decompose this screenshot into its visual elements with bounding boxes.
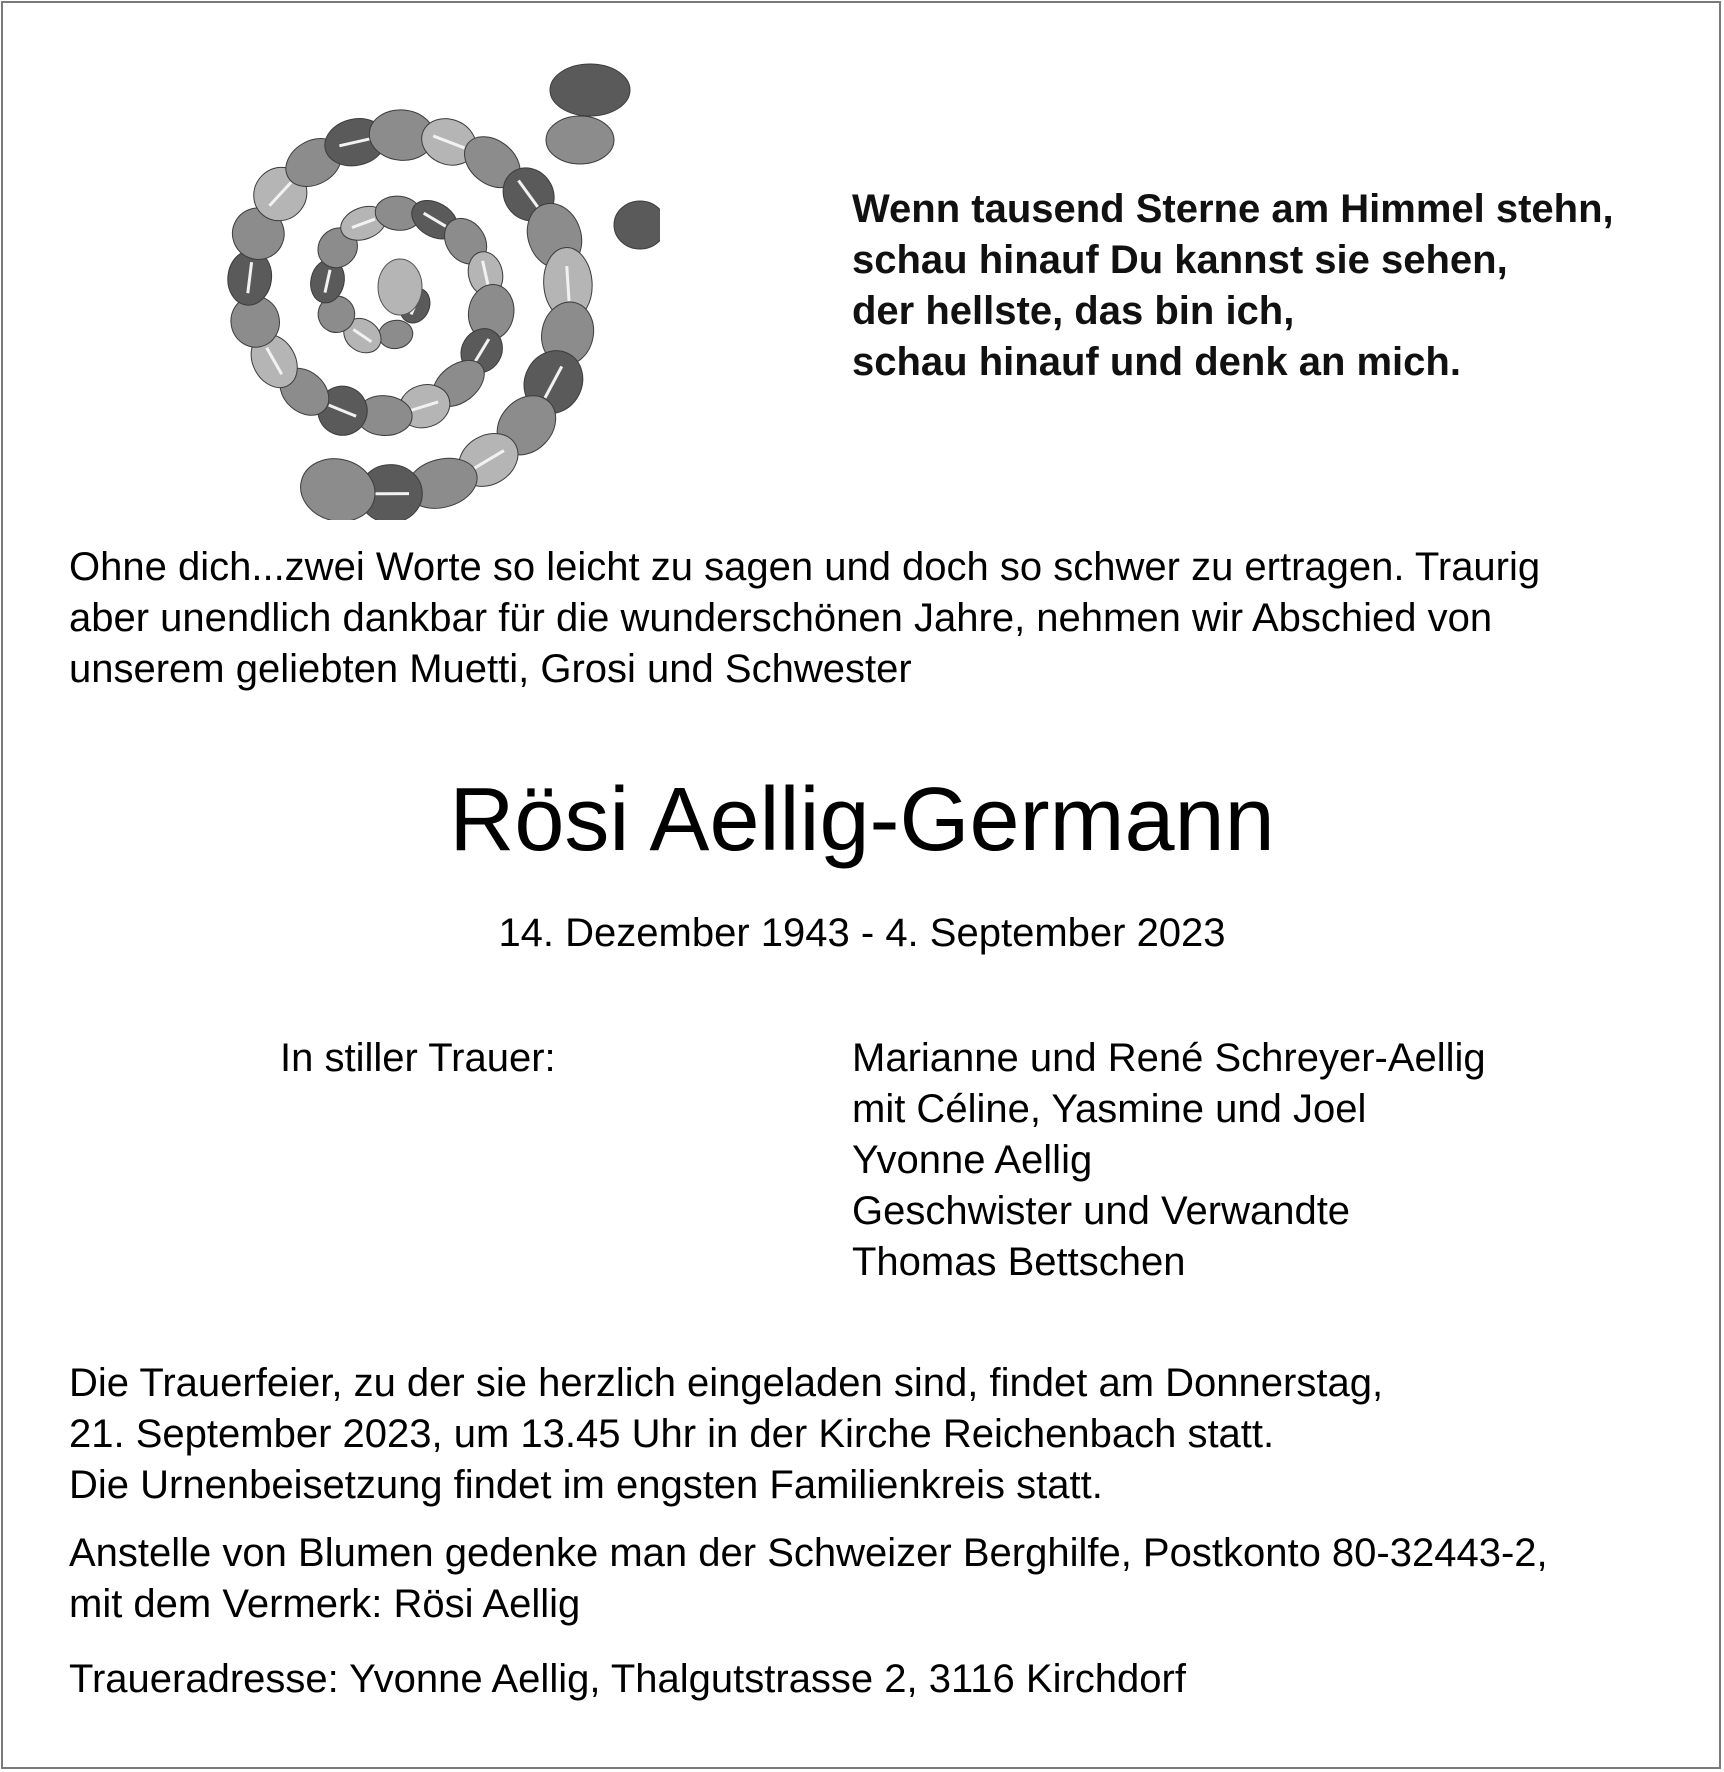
poem-line: schau hinauf und denk an mich. <box>852 340 1461 384</box>
mourning-label: In stiller Trauer: <box>280 1036 556 1080</box>
ceremony-line: Die Urnenbeisetzung findet im engsten Familienkreis statt. <box>69 1463 1103 1507</box>
donation-line: Anstelle von Blumen gedenke man der Schweizer Berghilfe, Postkonto 80-32443-2, <box>69 1531 1548 1575</box>
mourner-line: Marianne und René Schreyer-Aellig <box>852 1036 1486 1080</box>
donation-info <box>69 1528 1548 1630</box>
intro-line: unserem geliebten Muetti, Grosi und Schwester <box>69 647 912 691</box>
mourning-address <box>69 1654 1186 1705</box>
poem <box>852 184 1614 388</box>
stone <box>293 451 382 520</box>
mourner-line: mit Céline, Yasmine und Joel <box>852 1087 1367 1131</box>
poem-line: der hellste, das bin ich, <box>852 289 1295 333</box>
ceremony-line: 21. September 2023, um 13.45 Uhr in der Kirche Reichenbach statt. <box>69 1412 1275 1456</box>
stone <box>377 318 415 351</box>
deceased-name: Rösi Aellig-Germann <box>449 770 1275 870</box>
mourner-line: Geschwister und Verwandte <box>852 1189 1351 1233</box>
ceremony-line: Die Trauerfeier, zu der sie herzlich eingeladen sind, findet am Donnerstag, <box>69 1361 1384 1405</box>
mourner-line: Thomas Bettschen <box>852 1240 1186 1284</box>
intro-line: Ohne dich...zwei Worte so leicht zu sagen und doch so schwer zu ertragen. Traurig <box>69 545 1541 589</box>
life-dates: 14. Dezember 1943 - 4. September 2023 <box>498 911 1226 955</box>
loose-stone <box>614 201 660 249</box>
donation-line: mit dem Vermerk: Rösi Aellig <box>69 1582 581 1626</box>
loose-stone <box>550 64 630 116</box>
stone-spiral-image <box>140 60 660 520</box>
mourner-line: Yvonne Aellig <box>852 1138 1093 1182</box>
mourners-list <box>852 1033 1486 1288</box>
center-shell <box>378 259 422 315</box>
poem-line: schau hinauf Du kannst sie sehen, <box>852 238 1508 282</box>
loose-stone <box>546 116 614 164</box>
address-line: Traueradresse: Yvonne Aellig, Thalgutstrasse 2, 3116 Kirchdorf <box>69 1657 1186 1701</box>
poem-line: Wenn tausend Sterne am Himmel stehn, <box>852 187 1614 231</box>
intro-line: aber unendlich dankbar für die wunderschönen Jahre, nehmen wir Abschied von <box>69 596 1493 640</box>
ceremony-info <box>69 1358 1383 1511</box>
intro-text <box>69 542 1669 695</box>
